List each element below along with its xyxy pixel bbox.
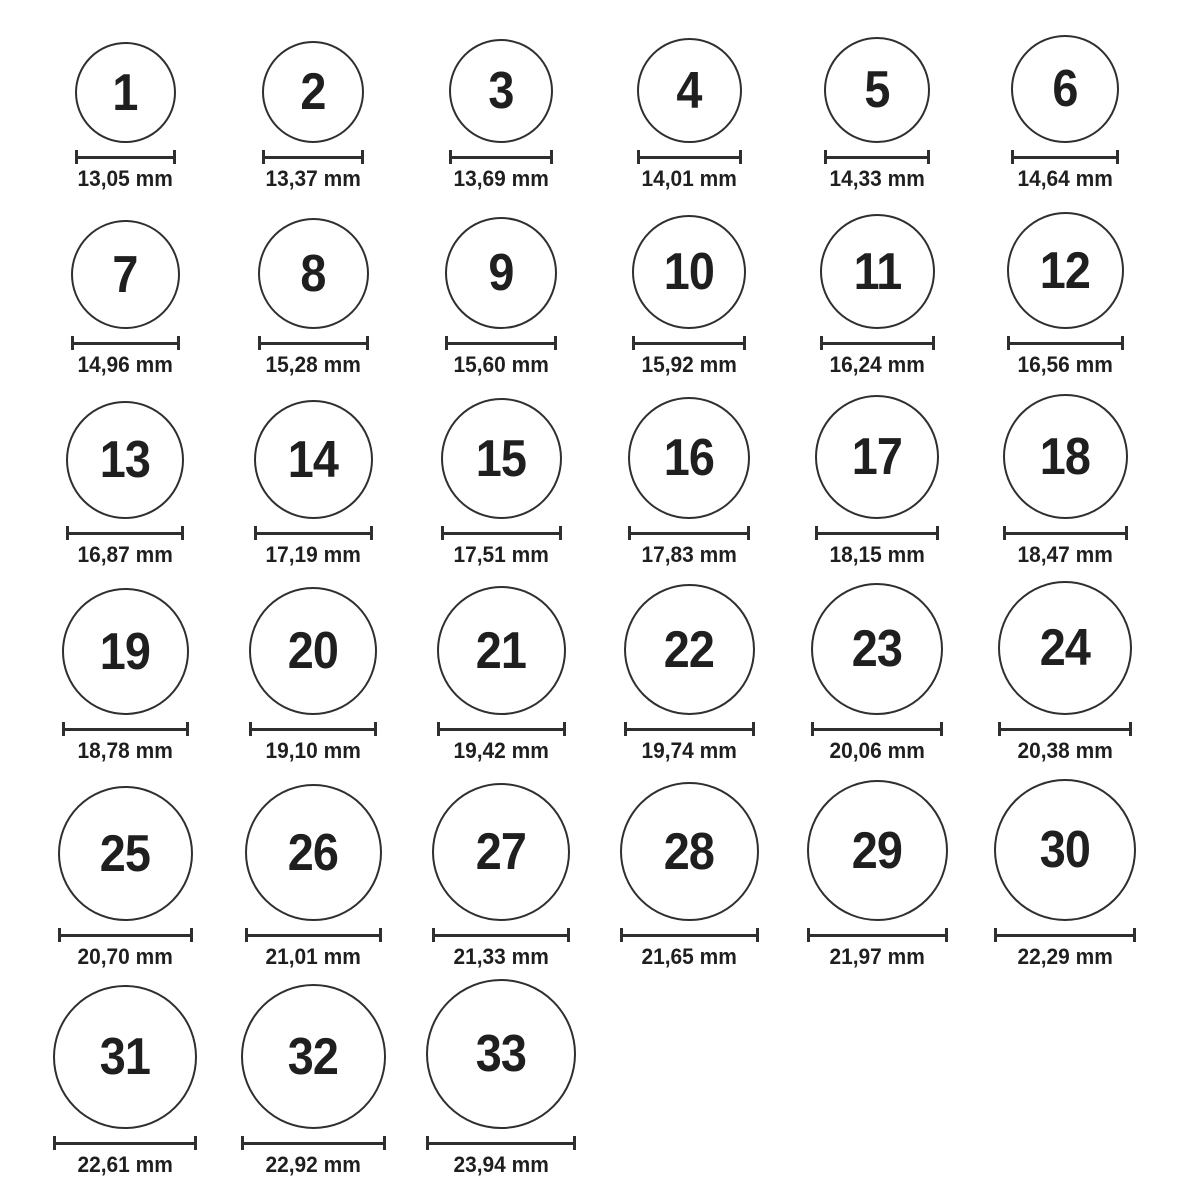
ring-size-number: 12 [1039,241,1091,300]
ring-size-number: 19 [99,622,151,681]
ring-circle [637,38,742,143]
ring-size-cell [31,192,219,378]
ring-size-cell [219,568,407,764]
diameter-measure-line [628,526,750,540]
ring-circle [426,979,576,1129]
diameter-label: 20,70 mm [77,944,173,969]
ring-size-cell [407,970,595,1178]
diameter-measure-line [815,526,939,540]
diameter-measure-line [62,722,189,736]
ring-size-cell [407,378,595,568]
diameter-measure-line [1003,526,1128,540]
ring-size-cell [783,192,971,378]
ring-size-number: 29 [851,821,903,880]
ring-size-number: 20 [287,622,339,680]
ring-circle [62,588,189,715]
ring-size-number: 9 [488,244,514,302]
ring-circle [1007,212,1124,329]
ring-circle [1011,35,1119,143]
ring-size-number: 33 [475,1025,527,1083]
ring-size-number: 16 [663,429,715,487]
ring-size-number: 7 [112,245,138,304]
ring-size-cell [219,6,407,192]
ring-size-cell [31,378,219,568]
diameter-measure-line [1011,150,1119,164]
ring-circle [445,217,557,329]
ring-size-cell [219,764,407,970]
ring-size-number: 18 [1039,427,1091,486]
ring-size-number: 10 [663,243,715,301]
diameter-measure-line [620,928,759,942]
diameter-label: 14,33 mm [829,166,925,191]
ring-size-number: 26 [287,823,339,882]
ring-size-number: 6 [1052,60,1078,118]
ring-size-number: 8 [300,244,326,303]
ring-circle [254,400,373,519]
ring-size-cell [595,192,783,378]
ring-size-number: 15 [475,429,527,488]
diameter-measure-line [824,150,930,164]
diameter-measure-line [994,928,1136,942]
ring-size-cell [31,970,219,1178]
diameter-label: 19,42 mm [453,738,549,763]
ring-size-cell [407,192,595,378]
diameter-label: 14,64 mm [1017,166,1113,191]
ring-circle [1003,394,1128,519]
ring-size-cell [407,6,595,192]
diameter-label: 14,01 mm [641,166,737,191]
ring-size-number: 2 [300,63,326,121]
diameter-label: 19,74 mm [641,738,737,763]
diameter-label: 18,78 mm [77,738,173,763]
diameter-label: 17,51 mm [453,542,549,567]
ring-size-cell [219,192,407,378]
ring-circle [71,220,180,329]
diameter-measure-line [58,928,193,942]
ring-circle [998,581,1132,715]
diameter-label: 23,94 mm [453,1152,549,1177]
diameter-measure-line [432,928,570,942]
ring-circle [245,784,382,921]
diameter-measure-line [624,722,755,736]
diameter-measure-line [637,150,742,164]
diameter-measure-line [53,1136,197,1150]
ring-size-cell [31,568,219,764]
ring-size-number: 3 [488,62,514,120]
diameter-measure-line [75,150,176,164]
ring-size-cell [595,764,783,970]
ring-circle [811,583,943,715]
ring-circle [437,586,566,715]
ring-circle [449,39,553,143]
diameter-measure-line [426,1136,576,1150]
diameter-label: 17,83 mm [641,542,737,567]
diameter-label: 20,38 mm [1017,738,1113,763]
ring-size-cell [219,378,407,568]
ring-size-number: 4 [676,61,702,120]
diameter-label: 21,97 mm [829,944,925,969]
ring-size-cell [595,568,783,764]
ring-circle [249,587,377,715]
ring-size-cell [31,764,219,970]
ring-circle [632,215,746,329]
ring-size-number: 17 [851,428,903,486]
diameter-label: 22,61 mm [77,1152,173,1177]
ring-size-number: 28 [663,822,715,881]
diameter-measure-line [1007,336,1124,350]
ring-size-cell [971,6,1159,192]
diameter-measure-line [998,722,1132,736]
ring-circle [441,398,562,519]
ring-circle [262,41,364,143]
diameter-label: 19,10 mm [265,738,361,763]
diameter-label: 21,01 mm [265,944,361,969]
ring-size-cell [971,378,1159,568]
ring-circle [628,397,750,519]
ring-size-cell [783,568,971,764]
ring-circle [53,985,197,1129]
diameter-label: 18,15 mm [829,542,925,567]
ring-size-number: 25 [99,824,151,883]
diameter-measure-line [449,150,553,164]
diameter-measure-line [254,526,373,540]
ring-size-number: 31 [99,1028,151,1086]
ring-circle [994,779,1136,921]
ring-circle [824,37,930,143]
ring-size-number: 21 [475,621,527,680]
ring-circle [807,780,948,921]
diameter-label: 13,05 mm [77,166,173,191]
ring-size-number: 24 [1039,619,1091,677]
ring-circle [258,218,369,329]
ring-size-number: 5 [864,61,890,119]
diameter-label: 17,19 mm [265,542,361,567]
ring-size-cell [407,764,595,970]
ring-size-cell [783,764,971,970]
diameter-label: 15,92 mm [641,352,737,377]
ring-size-number: 13 [99,431,151,489]
diameter-measure-line [245,928,382,942]
ring-size-number: 32 [287,1027,339,1086]
ring-size-number: 23 [851,620,903,678]
ring-size-cell [595,378,783,568]
diameter-label: 16,87 mm [77,542,173,567]
diameter-label: 22,92 mm [265,1152,361,1177]
diameter-label: 22,29 mm [1017,944,1113,969]
ring-circle [58,786,193,921]
ring-size-cell [407,568,595,764]
diameter-measure-line [820,336,935,350]
diameter-label: 18,47 mm [1017,542,1113,567]
diameter-measure-line [66,526,184,540]
ring-circle [820,214,935,329]
diameter-measure-line [632,336,746,350]
ring-circle [815,395,939,519]
diameter-label: 13,69 mm [453,166,549,191]
diameter-measure-line [441,526,562,540]
ring-size-cell [971,568,1159,764]
ring-size-number: 30 [1039,821,1091,879]
ring-size-cell [971,192,1159,378]
diameter-measure-line [262,150,364,164]
diameter-label: 15,28 mm [265,352,361,377]
diameter-label: 20,06 mm [829,738,925,763]
ring-size-cell [219,970,407,1178]
diameter-measure-line [258,336,369,350]
ring-size-number: 11 [853,242,901,301]
diameter-label: 14,96 mm [77,352,173,377]
ring-size-cell [595,6,783,192]
ring-circle [624,584,755,715]
diameter-measure-line [241,1136,386,1150]
diameter-label: 21,65 mm [641,944,737,969]
ring-size-number: 1 [112,63,138,122]
diameter-label: 15,60 mm [453,352,549,377]
diameter-measure-line [811,722,943,736]
ring-circle [75,42,176,143]
ring-circle [66,401,184,519]
ring-size-cell [31,6,219,192]
diameter-measure-line [445,336,557,350]
ring-size-cell [783,378,971,568]
diameter-measure-line [437,722,566,736]
diameter-measure-line [807,928,948,942]
ring-size-number: 22 [663,620,715,679]
ring-circle [241,984,386,1129]
ring-circle [432,783,570,921]
ring-size-cell [783,6,971,192]
diameter-measure-line [249,722,377,736]
diameter-label: 13,37 mm [265,166,361,191]
ring-size-number: 27 [475,823,527,881]
diameter-label: 16,56 mm [1017,352,1113,377]
diameter-measure-line [71,336,180,350]
ring-size-cell [971,764,1159,970]
diameter-label: 16,24 mm [829,352,925,377]
ring-circle [620,782,759,921]
ring-size-number: 14 [287,430,339,489]
diameter-label: 21,33 mm [453,944,549,969]
